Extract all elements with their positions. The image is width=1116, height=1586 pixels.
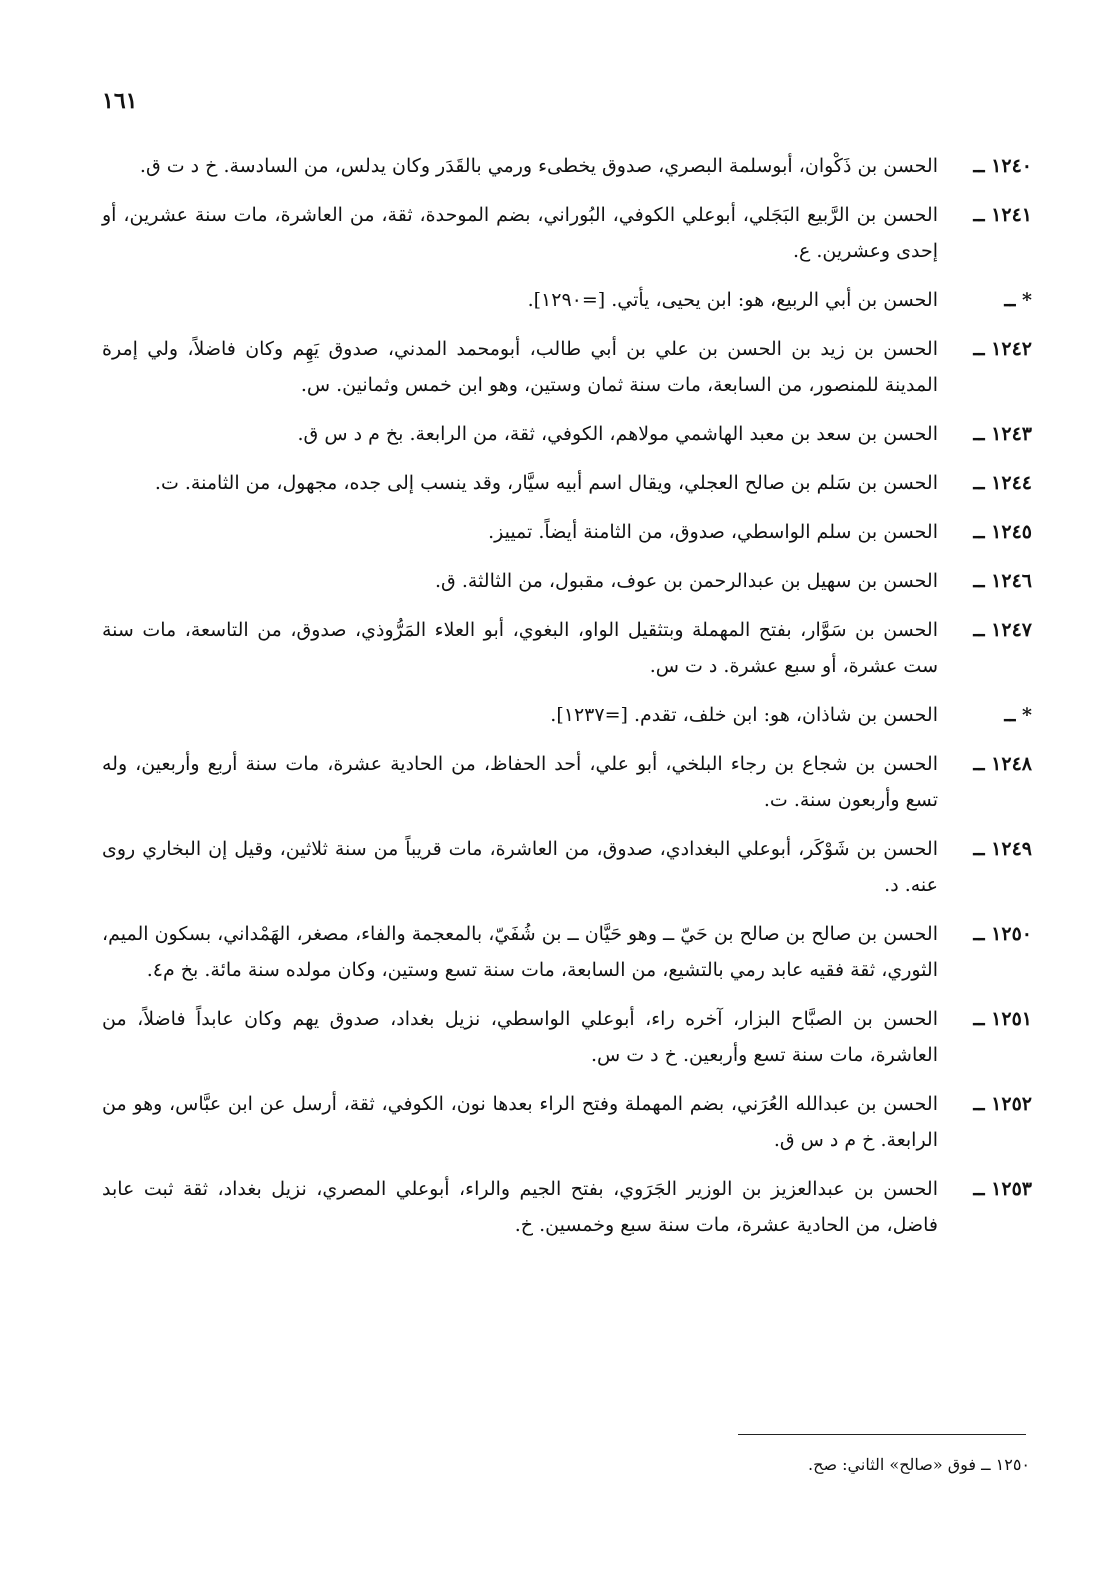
entry-number: * ــ xyxy=(1004,289,1032,311)
entry xyxy=(102,331,1032,403)
entry-text: الحسن بن زيد بن الحسن بن علي بن أبي طالب، أبومحمد المدني، صدوق يَهِم وكان فاضلاً، ولي إمرة المدينة للمنصور، من السابعة، مات سنة ثمان وستين، وهو ابن خمس وثمانين. س. xyxy=(102,338,938,396)
entry-text: الحسن بن عبدالله العُرَني، بضم المهملة وفتح الراء بعدها نون، الكوفي، ثقة، أرسل عن ابن عبَّاس، وهو من الرابعة. خ م د س ق. xyxy=(102,1093,938,1151)
entry xyxy=(102,563,1032,599)
entry-text: الحسن بن عبدالعزيز بن الوزير الجَرَوي، بفتح الجيم والراء، أبوعلي المصري، نزيل بغداد، ثقة ثبت عابد فاضل، من الحادية عشرة، مات سنة سبع وخمسين. خ. xyxy=(102,1178,938,1236)
entry-number: ١٢٤٨ ــ xyxy=(973,753,1032,775)
entry xyxy=(102,148,1032,184)
entry xyxy=(102,697,1032,733)
entry xyxy=(102,746,1032,818)
entry xyxy=(102,514,1032,550)
entries-list xyxy=(102,148,1032,1256)
entry-number: ١٢٤٤ ــ xyxy=(973,472,1032,494)
entry-text: الحسن بن سَوَّار، بفتح المهملة وبتثقيل الواو، البغوي، أبو العلاء المَرُّوذي، صدوق، من التاسعة، مات سنة ست عشرة، أو سبع عشرة. د ت س. xyxy=(102,619,938,677)
entry-number: ١٢٤٥ ــ xyxy=(973,521,1032,543)
footnote: ١٢٥٠ ــ فوق «صالح» الثاني: صح. xyxy=(808,1455,1030,1474)
entry-text: الحسن بن ذَكْوان، أبوسلمة البصري، صدوق يخطىء ورمي بالقَدَر وكان يدلس، من السادسة. خ د ت ق. xyxy=(139,155,938,177)
entry-text: الحسن بن أبي الربيع، هو: ابن يحيى، يأتي. [=١٢٩٠]. xyxy=(527,289,938,311)
entry xyxy=(102,465,1032,501)
entry-number: ١٢٥٣ ــ xyxy=(973,1178,1032,1200)
entry-text: الحسن بن الصبَّاح البزار، آخره راء، أبوعلي الواسطي، نزيل بغداد، صدوق يهم وكان عابداً فاضلاً، من العاشرة، مات سنة تسع وأربعين. خ د ت س. xyxy=(102,1008,938,1066)
entry-number: * ــ xyxy=(1004,704,1032,726)
entry-number: ١٢٤٣ ــ xyxy=(973,423,1032,445)
entry-text: الحسن بن شَوْكَر، أبوعلي البغدادي، صدوق، من العاشرة، مات قريباً من سنة ثلاثين، وقيل إن البخاري روى عنه. د. xyxy=(102,838,938,896)
entry xyxy=(102,612,1032,684)
entry xyxy=(102,831,1032,903)
entry xyxy=(102,282,1032,318)
entry-text: الحسن بن سلم الواسطي، صدوق، من الثامنة أيضاً. تمييز. xyxy=(488,521,938,543)
entry-text: الحسن بن الرَّبيع البَجَلي، أبوعلي الكوفي، البُوراني، بضم الموحدة، ثقة، من العاشرة، مات سنة عشرين، أو إحدى وعشرين. ع. xyxy=(102,204,938,262)
entry-number: ١٢٤٦ ــ xyxy=(973,570,1032,592)
entry-number: ١٢٥٢ ــ xyxy=(973,1093,1032,1115)
entry-text: الحسن بن شاذان، هو: ابن خلف، تقدم. [=١٢٣٧]. xyxy=(550,704,938,726)
entry xyxy=(102,197,1032,269)
entry-number: ١٢٤٧ ــ xyxy=(973,619,1032,641)
entry xyxy=(102,1086,1032,1158)
entry-number: ١٢٤٠ ــ xyxy=(973,155,1032,177)
page-number: ١٦١ xyxy=(102,88,138,114)
entry xyxy=(102,416,1032,452)
entry xyxy=(102,1171,1032,1243)
footnote-divider xyxy=(738,1434,1026,1435)
entry-number: ١٢٤٢ ــ xyxy=(973,338,1032,360)
entry-number: ١٢٤٩ ــ xyxy=(973,838,1032,860)
entry-text: الحسن بن سعد بن معبد الهاشمي مولاهم، الكوفي، ثقة، من الرابعة. بخ م د س ق. xyxy=(297,423,938,445)
entry-number: ١٢٤١ ــ xyxy=(973,204,1032,226)
entry xyxy=(102,1001,1032,1073)
entry-text: الحسن بن شجاع بن رجاء البلخي، أبو علي، أحد الحفاظ، من الحادية عشرة، مات سنة أربع وأربعين، وله تسع وأربعون سنة. ت. xyxy=(102,753,938,811)
entry-number: ١٢٥٠ ــ xyxy=(973,923,1032,945)
entry-text: الحسن بن سَلم بن صالح العجلي، ويقال اسم أبيه سيَّار، وقد ينسب إلى جده، مجهول، من الثامنة. ت. xyxy=(154,472,938,494)
entry-text: الحسن بن سهيل بن عبدالرحمن بن عوف، مقبول، من الثالثة. ق. xyxy=(435,570,938,592)
entry-number: ١٢٥١ ــ xyxy=(973,1008,1032,1030)
entry-text: الحسن بن صالح بن صالح بن حَيّ ــ وهو حَيَّان ــ بن شُفَيّ، بالمعجمة والفاء، مصغر، الهَمْداني، بسكون الميم، الثوري، ثقة فقيه عابد رمي بالتشيع، من السابعة، مات سنة تسع وستين، وكان مولده سنة مائة. بخ م٤. xyxy=(102,923,938,981)
entry xyxy=(102,916,1032,988)
